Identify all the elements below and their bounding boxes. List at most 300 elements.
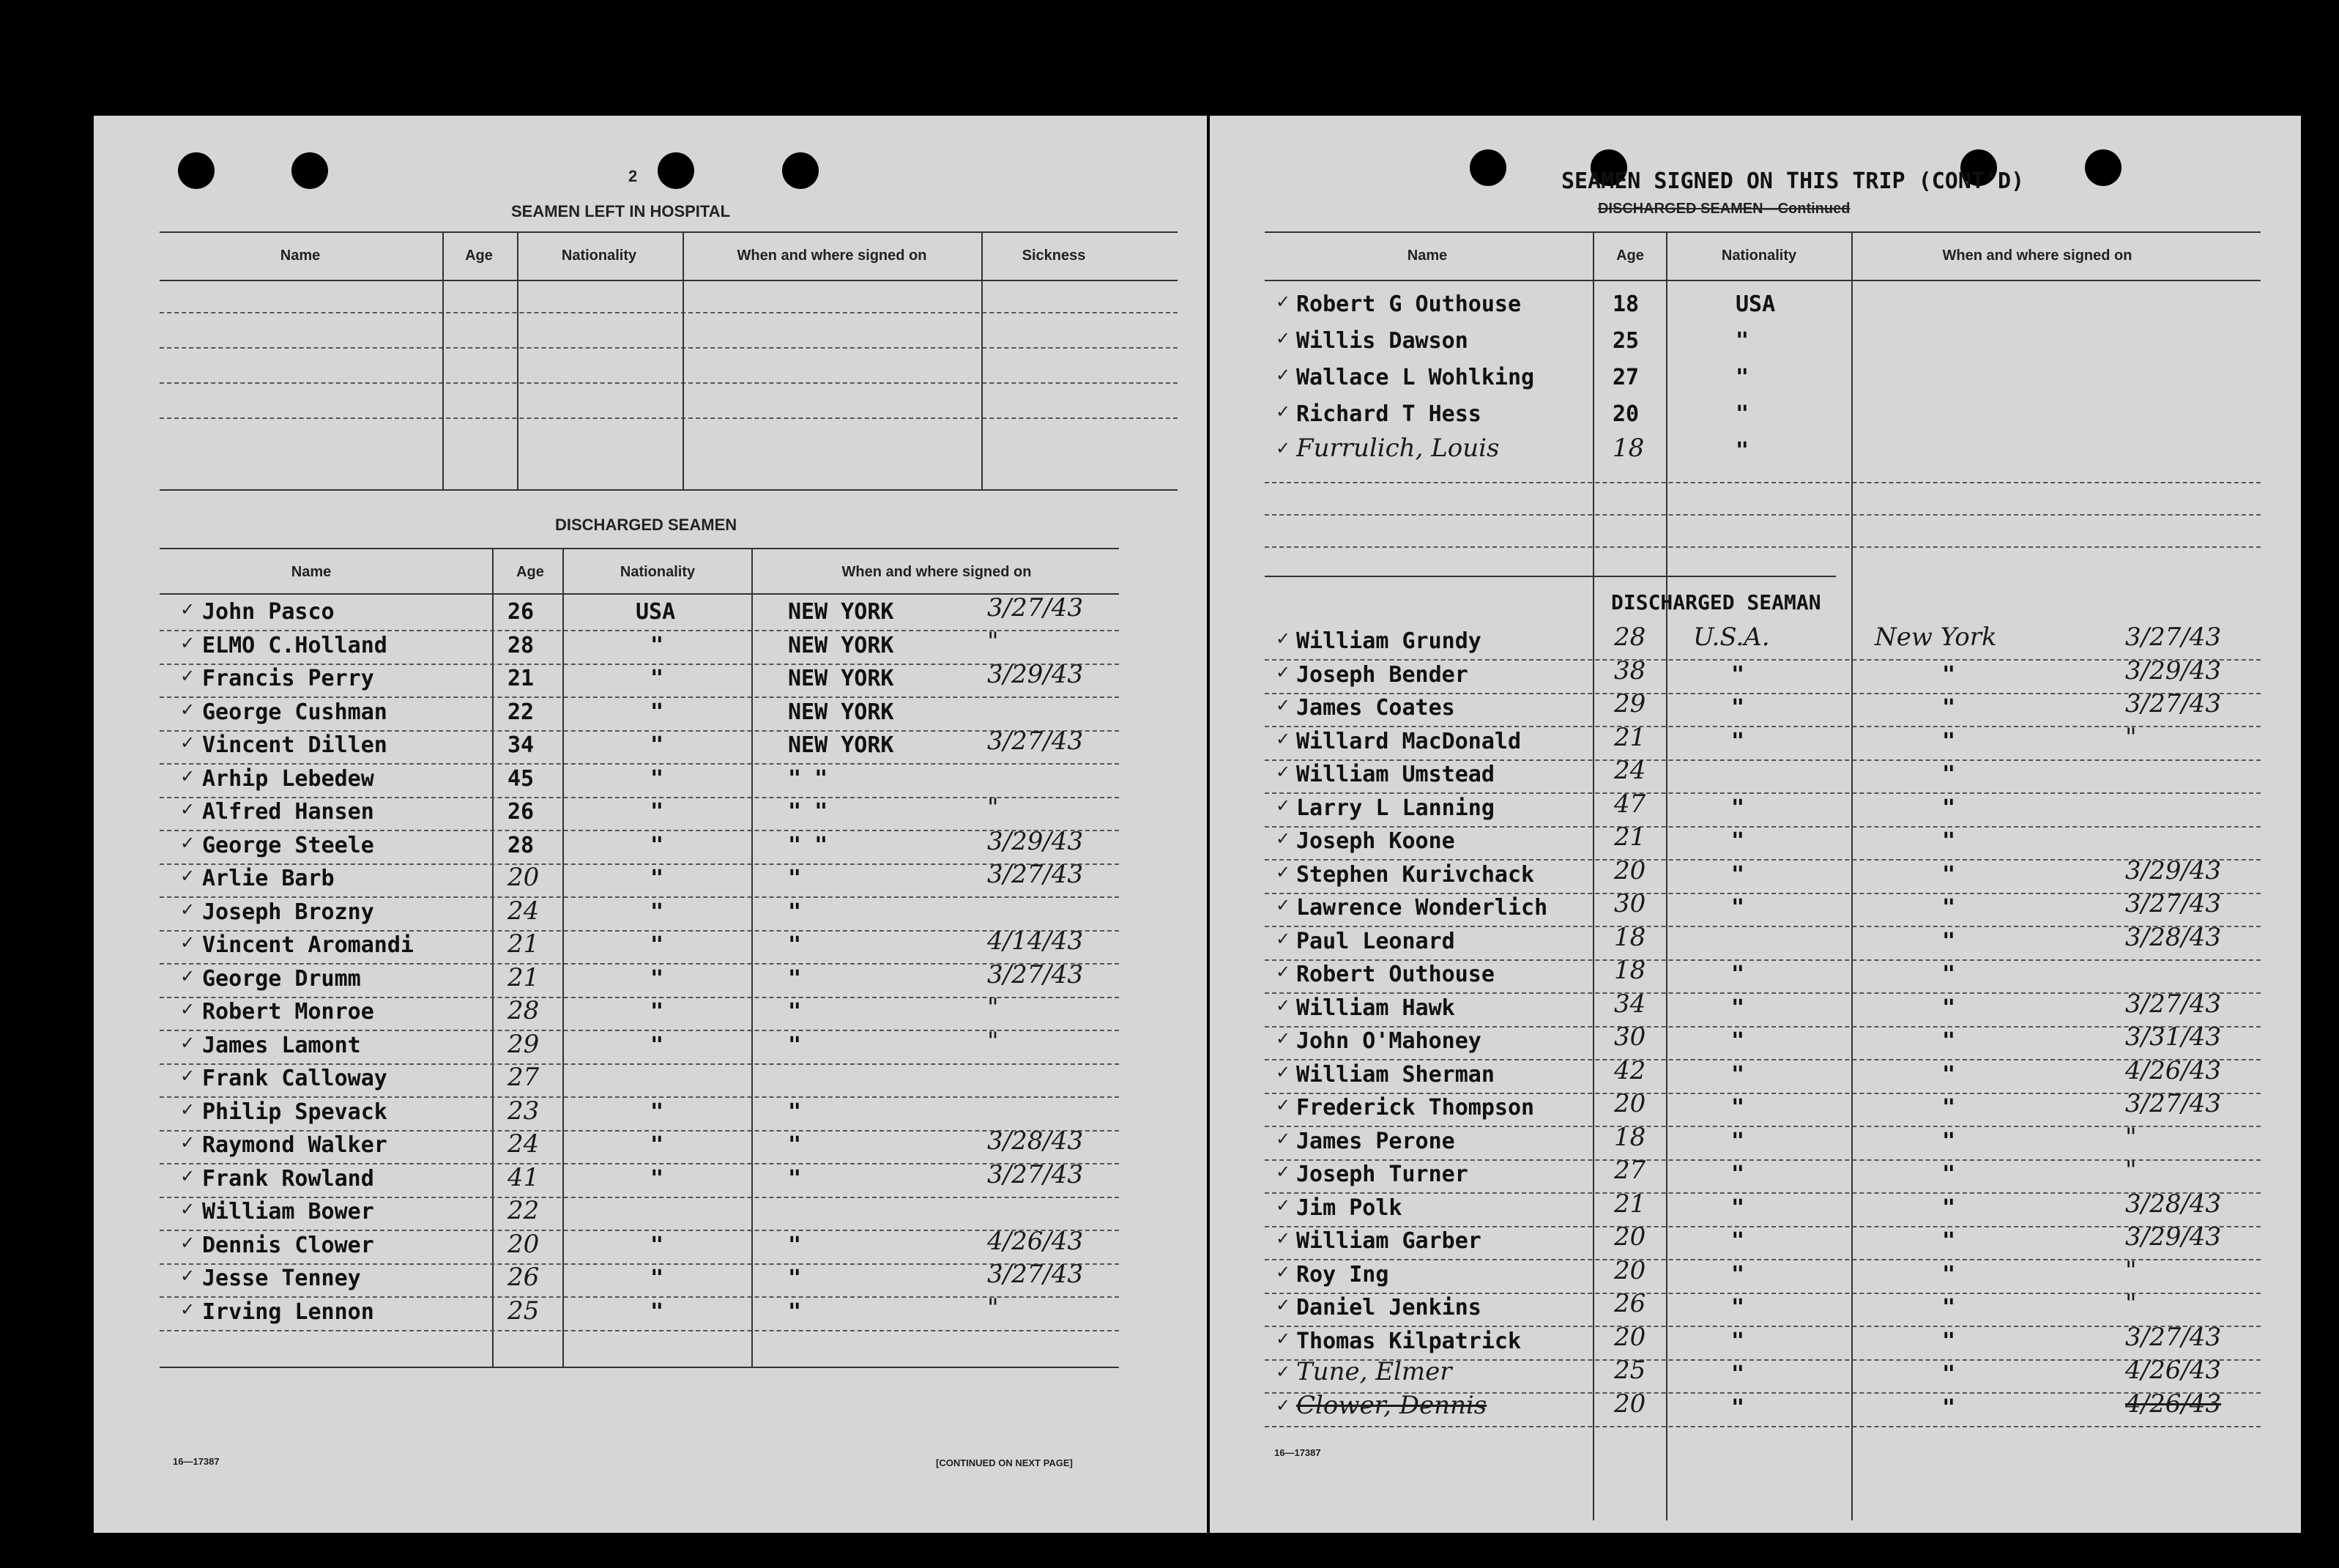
- seaman-age: 20: [507, 863, 540, 892]
- row-rule: [1265, 546, 2261, 548]
- seaman-nationality: ": [1731, 995, 1745, 1021]
- seaman-nationality: ": [1731, 1261, 1745, 1288]
- seaman-nationality: ": [650, 932, 664, 958]
- column-rule: [517, 231, 518, 491]
- table-rule: [1265, 280, 2261, 281]
- check-mark: ✓: [1276, 628, 1291, 649]
- row-rule: [1265, 514, 2261, 516]
- seaman-nationality: ": [1731, 1194, 1745, 1221]
- signed-on-place: ": [788, 1165, 802, 1192]
- seaman-name: George Cushman: [202, 699, 387, 725]
- signed-on-date: 3/29/43: [2125, 1222, 2222, 1252]
- signed-on-place: ": [788, 1032, 802, 1058]
- seaman-nationality: U.S.A.: [1693, 623, 1770, 652]
- seaman-name: James Perone: [1296, 1128, 1455, 1154]
- seaman-name: Frederick Thompson: [1296, 1095, 1535, 1121]
- seaman-nationality: ": [1736, 438, 1749, 464]
- check-mark: ✓: [1276, 1394, 1291, 1416]
- seaman-nationality: ": [1731, 795, 1745, 821]
- col-header-signed-on: When and where signed on: [1942, 248, 2132, 264]
- signed-on-date: 3/28/43: [2125, 922, 2222, 952]
- seaman-age: 30: [1614, 1022, 1646, 1052]
- row-rule: [1265, 1326, 2261, 1327]
- seaman-name: Roy Ing: [1296, 1261, 1389, 1288]
- seaman-nationality: ": [1731, 1228, 1745, 1254]
- signed-on-place: NEW YORK: [788, 732, 894, 758]
- seaman-name: Joseph Bender: [1296, 661, 1468, 688]
- row-rule: [1265, 826, 2261, 828]
- seaman-age: 25: [1613, 328, 1640, 354]
- seaman-age: 28: [1614, 623, 1646, 652]
- row-rule: [160, 664, 1119, 665]
- signed-on-date: ": [2125, 1122, 2137, 1152]
- signed-on-date: ": [2125, 1289, 2137, 1318]
- seaman-name: Arhip Lebedew: [202, 765, 374, 792]
- signed-on-place: ": [788, 1298, 802, 1325]
- seaman-age: 20: [1613, 401, 1640, 427]
- signed-on-date: 3/27/43: [987, 1159, 1084, 1189]
- row-rule: [160, 963, 1119, 965]
- seaman-name: Francis Perry: [202, 666, 374, 691]
- table-rule: [160, 548, 1119, 549]
- row-rule: [1265, 1226, 2261, 1227]
- seaman-age: 21: [1614, 1189, 1646, 1219]
- row-rule: [160, 797, 1119, 798]
- signed-on-date: ": [2125, 722, 2137, 752]
- table-rule: [160, 489, 1178, 491]
- signed-on-date: ": [2125, 1156, 2137, 1185]
- discharged-title: DISCHARGED SEAMEN: [555, 516, 737, 534]
- seaman-nationality: ": [1736, 328, 1749, 354]
- col-header-sickness: Sickness: [1022, 248, 1086, 264]
- seaman-name: Thomas Kilpatrick: [1296, 1328, 1522, 1354]
- punch-hole: [2085, 149, 2122, 186]
- dashed-rule: [160, 382, 1178, 384]
- signed-on-place: ": [1942, 695, 1956, 721]
- col-header-signed-on: When and where signed on: [737, 248, 927, 264]
- seaman-nationality: ": [650, 799, 664, 825]
- col-header-age: Age: [465, 248, 493, 264]
- seaman-nationality: ": [1731, 1295, 1745, 1320]
- row-rule: [160, 730, 1119, 732]
- seaman-age: 42: [1614, 1055, 1646, 1085]
- signed-on-place: ": [1942, 795, 1956, 821]
- signed-on-place: NEW YORK: [788, 632, 894, 658]
- check-mark: ✓: [1276, 1162, 1291, 1182]
- seaman-age: 28: [507, 632, 535, 658]
- seaman-name: Joseph Brozny: [202, 899, 374, 925]
- signed-on-place: ": [1942, 928, 1956, 954]
- check-mark: ✓: [1276, 861, 1291, 883]
- check-mark: ✓: [180, 799, 196, 820]
- seaman-nationality: ": [650, 965, 664, 992]
- signed-on-date: 4/26/43: [2125, 1356, 2222, 1385]
- seaman-nationality: ": [650, 999, 664, 1025]
- seaman-name: Robert Outhouse: [1296, 962, 1495, 987]
- seaman-name: Jesse Tenney: [202, 1266, 361, 1291]
- signed-on-date: ": [2125, 1255, 2137, 1285]
- col-header-name: Name: [280, 248, 321, 264]
- seaman-name: James Lamont: [202, 1032, 361, 1058]
- signed-on-place: ": [1942, 661, 1956, 688]
- seaman-age: 20: [507, 1229, 540, 1259]
- row-rule: [160, 696, 1119, 698]
- check-mark: ✓: [180, 899, 196, 920]
- check-mark: ✓: [1276, 1261, 1291, 1282]
- seaman-name: Paul Leonard: [1296, 928, 1455, 954]
- continued-note: [CONTINUED ON NEXT PAGE]: [936, 1457, 1073, 1468]
- row-rule: [1265, 1426, 2261, 1427]
- seaman-nationality: ": [1731, 1061, 1745, 1088]
- signed-on-place: ": [788, 899, 802, 925]
- col-header-name: Name: [291, 564, 332, 580]
- seaman-name: George Steele: [202, 832, 374, 858]
- dashed-rule: [160, 417, 1178, 419]
- seaman-name: Lawrence Wonderlich: [1296, 895, 1548, 921]
- signed-on-date: 3/27/43: [987, 959, 1084, 989]
- seaman-nationality: ": [1731, 1128, 1745, 1154]
- table-rule: [160, 280, 1178, 281]
- seaman-age: 27: [1614, 1156, 1646, 1185]
- signed-on-date: 4/26/43: [2125, 1389, 2222, 1419]
- signed-on-place: ": [1942, 1228, 1956, 1254]
- seaman-name: Joseph Turner: [1296, 1162, 1468, 1187]
- seaman-name: Raymond Walker: [202, 1132, 387, 1158]
- signed-on-place: ": [1942, 995, 1956, 1021]
- seaman-age: 22: [507, 1196, 540, 1225]
- check-mark: ✓: [1276, 1194, 1291, 1216]
- check-mark: ✓: [180, 1032, 196, 1053]
- check-mark: ✓: [1276, 795, 1291, 816]
- seaman-nationality: ": [1731, 695, 1745, 721]
- check-mark: ✓: [180, 765, 196, 787]
- seaman-name: Jim Polk: [1296, 1194, 1402, 1221]
- seaman-name: Furrulich, Louis: [1296, 434, 1500, 463]
- row-rule: [1265, 859, 2261, 861]
- seaman-age: 27: [1613, 365, 1640, 390]
- check-mark: ✓: [1276, 928, 1291, 949]
- row-rule: [1265, 1026, 2261, 1028]
- signed-on-date: 3/29/43: [2125, 855, 2222, 885]
- left-page: [94, 116, 1207, 1533]
- column-rule: [1593, 231, 1594, 1520]
- seaman-age: 27: [507, 1063, 540, 1092]
- signed-on-place: ": [788, 965, 802, 992]
- seaman-nationality: ": [650, 899, 664, 925]
- seaman-nationality: ": [650, 732, 664, 758]
- signed-on-date: 3/27/43: [2125, 989, 2222, 1019]
- check-mark: ✓: [1276, 401, 1291, 422]
- seaman-name: Joseph Koone: [1296, 828, 1455, 854]
- punch-hole: [291, 152, 328, 189]
- signed-on-date: 3/29/43: [2125, 655, 2222, 685]
- seaman-nationality: ": [650, 1232, 664, 1258]
- signed-on-place: ": [1942, 728, 1956, 754]
- signed-on-place: NEW YORK: [788, 699, 894, 725]
- check-mark: ✓: [180, 1232, 196, 1253]
- row-rule: [160, 863, 1119, 865]
- seaman-nationality: ": [1731, 1328, 1745, 1354]
- column-rule: [751, 548, 753, 1368]
- seaman-age: 34: [1614, 989, 1646, 1019]
- signed-on-place: ": [788, 932, 802, 958]
- seaman-nationality: ": [650, 666, 664, 691]
- seaman-name: Frank Calloway: [202, 1066, 387, 1091]
- check-mark: ✓: [1276, 1061, 1291, 1082]
- column-rule: [1666, 231, 1667, 1520]
- row-rule: [160, 997, 1119, 998]
- seaman-nationality: ": [1731, 861, 1745, 888]
- signed-on-date: 3/27/43: [2125, 1322, 2222, 1352]
- seaman-age: 20: [1614, 1389, 1646, 1419]
- signed-on-place: ": [1942, 1328, 1956, 1354]
- row-rule: [1265, 1093, 2261, 1094]
- right-page: [1210, 116, 2301, 1533]
- column-rule: [492, 548, 494, 1368]
- seaman-name: Irving Lennon: [202, 1298, 374, 1325]
- form-number: 16—17387: [1274, 1447, 1321, 1458]
- seaman-name: Willis Dawson: [1296, 328, 1468, 354]
- seaman-nationality: ": [1731, 1361, 1745, 1387]
- signed-on-place: " ": [788, 765, 828, 792]
- row-rule: [1265, 1192, 2261, 1194]
- seaman-name: Larry L Lanning: [1296, 795, 1495, 821]
- seaman-name: William Grundy: [1296, 628, 1481, 654]
- seaman-name: William Hawk: [1296, 995, 1455, 1021]
- seaman-name: Stephen Kurivchack: [1296, 861, 1535, 888]
- signed-on-date: 3/28/43: [987, 1126, 1084, 1156]
- check-mark: ✓: [180, 632, 196, 653]
- punch-hole: [1470, 149, 1506, 186]
- signed-on-place: ": [1942, 1028, 1956, 1054]
- dashed-rule: [160, 312, 1178, 313]
- seaman-age: 20: [1614, 1255, 1646, 1285]
- check-mark: ✓: [180, 1266, 196, 1286]
- seaman-name: Vincent Aromandi: [202, 932, 414, 958]
- row-rule: [160, 1230, 1119, 1231]
- signed-on-date: ": [987, 626, 999, 656]
- check-mark: ✓: [1276, 291, 1291, 312]
- seaman-age: 24: [1614, 756, 1646, 785]
- col-header-nationality: Nationality: [620, 564, 696, 580]
- col-header-nationality: Nationality: [561, 248, 637, 264]
- signed-on-date: 3/27/43: [987, 1260, 1084, 1289]
- seaman-name: ELMO C.Holland: [202, 632, 387, 658]
- seaman-nationality: ": [1731, 1028, 1745, 1054]
- check-mark: ✓: [1276, 728, 1291, 749]
- seaman-age: 18: [1613, 434, 1645, 463]
- col-header-name: Name: [1407, 248, 1448, 264]
- row-rule: [1265, 1159, 2261, 1161]
- row-rule: [1265, 1059, 2261, 1060]
- seaman-nationality: ": [650, 1132, 664, 1158]
- hospital-title: SEAMEN LEFT IN HOSPITAL: [511, 202, 731, 220]
- signed-on-place: ": [788, 1266, 802, 1291]
- check-mark: ✓: [180, 1298, 196, 1320]
- signed-on-date: ": [987, 1026, 999, 1056]
- seaman-name: Willard MacDonald: [1296, 728, 1522, 754]
- signed-on-date: 3/27/43: [2125, 1089, 2222, 1118]
- check-mark: ✓: [1276, 1128, 1291, 1149]
- seaman-nationality: ": [1731, 661, 1745, 688]
- seaman-nationality: ": [1731, 1394, 1745, 1421]
- seaman-age: 18: [1614, 1122, 1646, 1152]
- check-mark: ✓: [180, 1132, 196, 1153]
- punch-hole: [178, 152, 215, 189]
- seaman-age: 18: [1614, 956, 1646, 985]
- seaman-age: 20: [1614, 1222, 1646, 1252]
- signed-on-place: ": [1942, 1295, 1956, 1320]
- seaman-nationality: ": [1731, 962, 1745, 987]
- signed-on-date: 3/27/43: [2125, 889, 2222, 918]
- struck-subtitle: DISCHARGED SEAMEN—Continued: [1598, 201, 1851, 217]
- col-header-signed-on: When and where signed on: [841, 564, 1032, 580]
- seaman-nationality: ": [650, 1099, 664, 1125]
- seaman-nationality: ": [650, 1266, 664, 1291]
- row-rule: [1265, 959, 2261, 961]
- row-rule: [1265, 1293, 2261, 1294]
- seaman-age: 25: [507, 1296, 540, 1326]
- signed-on-place: ": [788, 999, 802, 1025]
- check-mark: ✓: [180, 1099, 196, 1120]
- seaman-age: 26: [507, 599, 535, 625]
- seaman-age: 38: [1614, 655, 1646, 685]
- check-mark: ✓: [180, 1165, 196, 1186]
- signed-on-place: ": [1942, 828, 1956, 854]
- seaman-age: 28: [507, 832, 535, 858]
- check-mark: ✓: [180, 666, 196, 686]
- seaman-age: 45: [507, 765, 535, 792]
- seaman-age: 26: [507, 799, 535, 825]
- signed-on-place: " ": [788, 832, 828, 858]
- check-mark: ✓: [1276, 695, 1291, 716]
- check-mark: ✓: [180, 732, 196, 753]
- seaman-age: 41: [507, 1162, 540, 1192]
- seaman-name: Robert Monroe: [202, 999, 374, 1025]
- check-mark: ✓: [1276, 661, 1291, 683]
- seaman-age: 26: [507, 1263, 540, 1292]
- check-mark: ✓: [1276, 1028, 1291, 1049]
- check-mark: ✓: [1276, 995, 1291, 1016]
- dashed-rule: [160, 347, 1178, 349]
- signed-on-place: ": [788, 866, 802, 891]
- seaman-name: Richard T Hess: [1296, 401, 1481, 427]
- signed-on-place: ": [1942, 861, 1956, 888]
- punch-hole: [782, 152, 819, 189]
- seaman-nationality: ": [1731, 895, 1745, 921]
- signed-on-place: ": [1942, 1128, 1956, 1154]
- punch-hole: [658, 152, 694, 189]
- seaman-age: 28: [507, 996, 540, 1025]
- seaman-age: 26: [1614, 1289, 1646, 1318]
- signed-on-place: ": [788, 1099, 802, 1125]
- seaman-nationality: USA: [1736, 291, 1776, 317]
- seaman-age: 21: [1614, 822, 1646, 852]
- seaman-age: 29: [507, 1029, 540, 1059]
- col-header-nationality: Nationality: [1721, 248, 1797, 264]
- table-rule: [1265, 231, 2261, 233]
- check-mark: ✓: [180, 932, 196, 953]
- signed-on-date: 3/27/43: [987, 727, 1084, 756]
- seaman-nationality: ": [650, 866, 664, 891]
- row-rule: [160, 1163, 1119, 1164]
- seaman-name: Dennis Clower: [202, 1232, 374, 1258]
- discharged-title: DISCHARGED SEAMAN: [1611, 590, 1821, 614]
- seaman-nationality: ": [1736, 365, 1749, 390]
- column-rule: [562, 548, 564, 1368]
- seaman-nationality: ": [650, 1165, 664, 1192]
- seaman-age: 20: [1614, 855, 1646, 885]
- row-rule: [160, 1063, 1119, 1065]
- check-mark: ✓: [180, 999, 196, 1019]
- page-title: SEAMEN SIGNED ON THIS TRIP (CONT'D): [1561, 168, 2025, 194]
- seaman-age: 30: [1614, 889, 1646, 918]
- check-mark: ✓: [180, 699, 196, 720]
- seaman-age: 21: [507, 929, 540, 959]
- check-mark: ✓: [1276, 962, 1291, 982]
- seaman-name: James Coates: [1296, 695, 1455, 721]
- signed-on-place: ": [1942, 762, 1956, 787]
- seaman-nationality: ": [650, 832, 664, 858]
- seaman-nationality: ": [1731, 1095, 1745, 1121]
- seaman-name: Vincent Dillen: [202, 732, 387, 758]
- seaman-age: 18: [1614, 922, 1646, 952]
- seaman-age: 25: [1614, 1356, 1646, 1385]
- check-mark: ✓: [1276, 365, 1291, 385]
- signed-on-place: ": [1942, 1162, 1956, 1187]
- seaman-name: William Umstead: [1296, 762, 1495, 787]
- seaman-age: 24: [507, 1129, 540, 1159]
- check-mark: ✓: [180, 599, 196, 620]
- row-rule: [160, 1296, 1119, 1298]
- seaman-name: Frank Rowland: [202, 1165, 374, 1192]
- check-mark: ✓: [1276, 1295, 1291, 1315]
- check-mark: ✓: [180, 1066, 196, 1086]
- check-mark: ✓: [180, 866, 196, 886]
- signed-on-place: ": [1942, 895, 1956, 921]
- signed-on-date: 3/31/43: [2125, 1022, 2222, 1052]
- row-rule: [1265, 992, 2261, 994]
- row-rule: [1265, 726, 2261, 727]
- signed-on-place: ": [1942, 1061, 1956, 1088]
- signed-on-date: 4/26/43: [2125, 1055, 2222, 1085]
- signed-on-date: 3/28/43: [2125, 1189, 2222, 1219]
- seaman-age: 21: [1614, 722, 1646, 752]
- seaman-age: 21: [507, 962, 540, 992]
- row-rule: [160, 1130, 1119, 1132]
- check-mark: ✓: [1276, 1361, 1291, 1382]
- seaman-nationality: ": [650, 632, 664, 658]
- row-rule: [160, 1197, 1119, 1198]
- check-mark: ✓: [1276, 828, 1291, 849]
- signed-on-place: ": [1942, 1261, 1956, 1288]
- row-rule: [160, 896, 1119, 898]
- row-rule: [160, 830, 1119, 831]
- seaman-name: William Bower: [202, 1199, 374, 1225]
- row-rule: [1265, 482, 2261, 483]
- signed-on-place: NEW YORK: [788, 599, 894, 625]
- column-rule: [1851, 231, 1853, 1520]
- seaman-age: 34: [507, 732, 535, 758]
- check-mark: ✓: [1276, 762, 1291, 782]
- row-rule: [1265, 792, 2261, 794]
- signed-on-place: ": [1942, 962, 1956, 987]
- check-mark: ✓: [1276, 1095, 1291, 1115]
- seaman-name: Wallace L Wohlking: [1296, 365, 1535, 390]
- check-mark: ✓: [180, 965, 196, 986]
- signed-on-date: ": [987, 993, 999, 1022]
- row-rule: [1265, 659, 2261, 661]
